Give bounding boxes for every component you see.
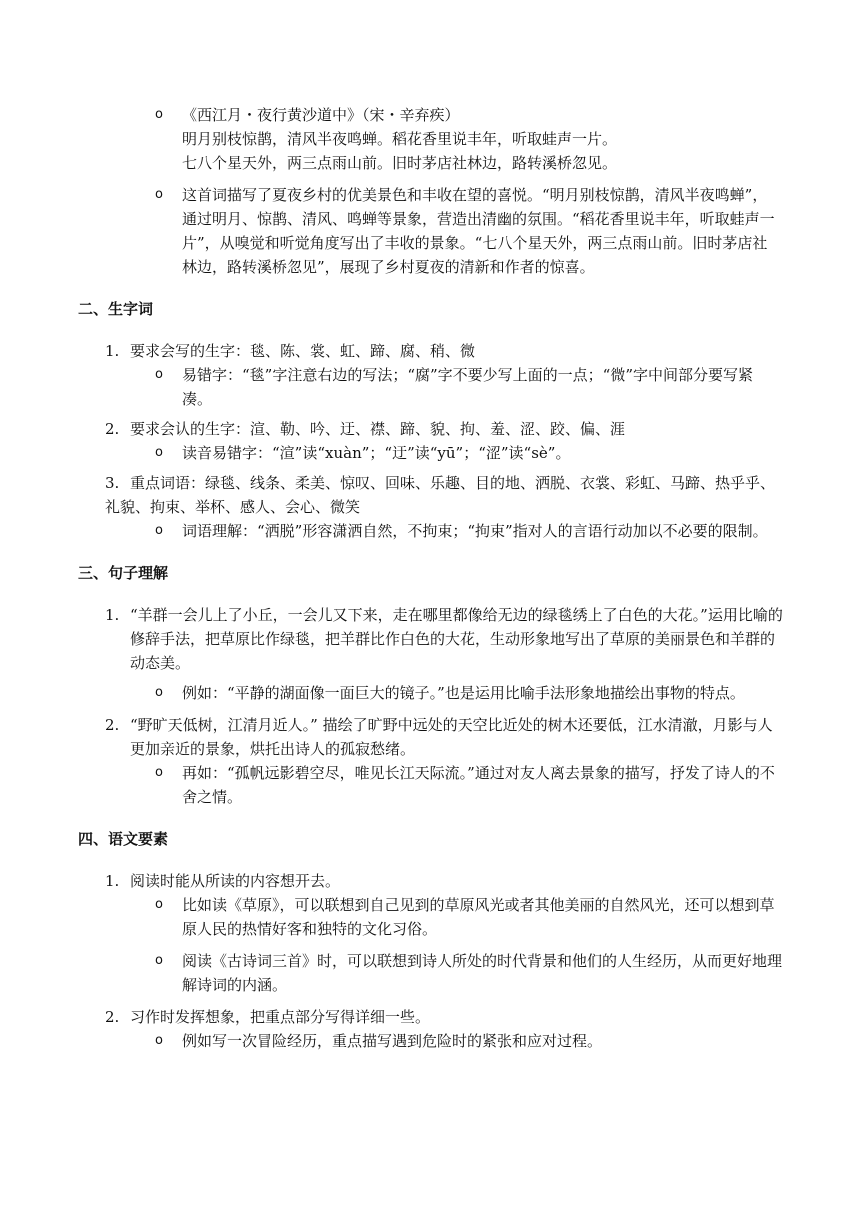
sub-list-item: o 例如：“平静的湖面像一面巨大的镜子。”也是运用比喻手法形象地描绘出事物的特点。 (0, 681, 782, 705)
circle-bullet-icon: o (155, 523, 163, 538)
circle-bullet-icon: o (155, 953, 163, 968)
list-item: 2. “野旷天低树，江清月近人。” 描绘了旷野中远处的天空比近处的树木还要低，江水清澈，月影与人更加亲近的景象，烘托出诗人的孤寂愁绪。 (105, 716, 773, 758)
list-item: 3. 重点词语：绿毯、线条、柔美、惊叹、回味、乐趣、目的地、洒脱、衣裳、彩虹、马蹄、热乎乎、礼貌、拘束、举杯、感人、会心、微笑 (105, 474, 776, 516)
list-item: 2. 习作时发挥想象，把重点部分写得详细一些。 (105, 1008, 431, 1026)
poem-title: 《西江月・夜行黄沙道中》（宋・辛弃疾） (182, 106, 460, 124)
circle-bullet-icon: o (155, 107, 163, 122)
circle-bullet-icon: o (155, 1033, 163, 1048)
poem-analysis (0, 183, 782, 279)
circle-bullet-icon: o (155, 765, 163, 780)
poem-item (0, 103, 782, 175)
section-heading-sentences: 三、句子理解 (78, 564, 169, 582)
list-item: 1. “羊群一会儿上了小丘，一会儿又下来，走在哪里都像给无边的绿毯绣上了白色的大花。”运用比喻的修辞手法，把草原比作绿毯，把羊群比作白色的大花，生动形象地写出了草原的美丽景色和羊群的动态美。 (105, 606, 783, 672)
poem-line-1: 明月别枝惊鹊，清风半夜鸣蝉。稻花香里说丰年，听取蛙声一片。 (182, 130, 618, 148)
circle-bullet-icon: o (155, 897, 163, 912)
sub-list-item: o 词语理解：“洒脱”形容潇洒自然，不拘束；“拘束”指对人的言语行动加以不必要的限制。 (0, 519, 782, 543)
poem-line-2: 七八个星天外，两三点雨山前。旧时茅店社林边，路转溪桥忽见。 (182, 154, 618, 172)
poem-analysis-text: 这首词描写了夏夜乡村的优美景色和丰收在望的喜悦。“明月别枝惊鹊，清风半夜鸣蝉”，通过明月、惊鹊、清风、鸣蝉等景象，营造出清幽的氛围。“稻花香里说丰年，听取蛙声一片”，从嗅觉和听觉角度写出了丰收的景象。“七八个星天外，两三点雨山前。旧时茅店社林边，路转溪桥忽见”，展现了乡村夏夜的清新和作者的惊喜。 (182, 186, 775, 276)
sub-list-item: o 阅读《古诗词三首》时，可以联想到诗人所处的时代背景和他们的人生经历，从而更好地理解诗词的内涵。 (0, 949, 782, 997)
list-item: 1. 阅读时能从所读的内容想开去。 (105, 872, 341, 890)
circle-bullet-icon: o (155, 367, 163, 382)
sub-list-item: o 易错字：“毯”字注意右边的写法；“腐”字不要少写上面的一点；“微”字中间部分要写紧凑。 (0, 363, 782, 411)
sub-list-item: o 读音易错字：“渲”读“xuàn”；“迂”读“yū”；“涩”读“sè”。 (0, 441, 782, 465)
sub-list-item: o 再如：“孤帆远影碧空尽，唯见长江天际流。”通过对友人离去景象的描写，抒发了诗人的不舍之情。 (0, 761, 782, 809)
circle-bullet-icon: o (155, 685, 163, 700)
circle-bullet-icon: o (155, 187, 163, 202)
circle-bullet-icon: o (155, 445, 163, 460)
sub-list-item: o 例如写一次冒险经历，重点描写遇到危险时的紧张和应对过程。 (0, 1029, 782, 1053)
section-heading-vocabulary: 二、生字词 (78, 300, 154, 318)
list-item: 1. 要求会写的生字：毯、陈、裳、虹、蹄、腐、稍、微 (105, 342, 476, 360)
section-heading-elements: 四、语文要素 (78, 830, 169, 848)
list-item: 2. 要求会认的生字：渲、勒、吟、迂、襟、蹄、貌、拘、羞、涩、跤、偏、涯 (105, 420, 626, 438)
sub-list-item: o 比如读《草原》，可以联想到自己见到的草原风光或者其他美丽的自然风光，还可以想到草原人民的热情好客和独特的文化习俗。 (0, 893, 782, 941)
